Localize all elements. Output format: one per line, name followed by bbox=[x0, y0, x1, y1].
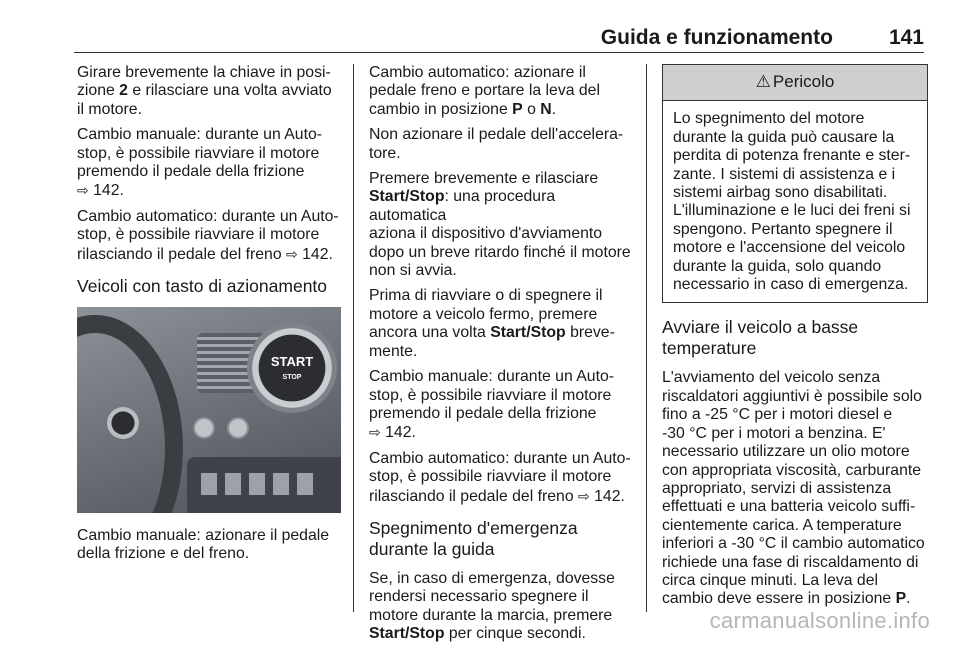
paragraph: Cambio automatico: durante un Auto- stop, è possibile riavviare il motore rilasciando il pedale del freno ⇨ 142. bbox=[77, 207, 339, 263]
warning-line: zante. I sistemi di assistenza e i bbox=[673, 165, 896, 183]
section-title: Guida e funzionamento bbox=[600, 26, 833, 49]
warning-line: perdita di potenza frenante e ster- bbox=[673, 147, 911, 165]
page-ref-link[interactable]: 142. bbox=[594, 487, 625, 505]
warning-line: durante la guida, solo quando bbox=[673, 257, 882, 275]
text-line: cambio deve essere in posizione bbox=[662, 590, 896, 608]
warning-line: Lo spegnimento del motore bbox=[673, 110, 865, 128]
paragraph: Girare brevemente la chiave in posi- zione 2 e rilasciare una volta avviato il motore. bbox=[77, 64, 332, 118]
column-right bbox=[662, 64, 928, 616]
text-line: -30 °C per i motori a benzina. E' bbox=[662, 424, 886, 442]
page-ref-arrow-icon: ⇨ bbox=[578, 487, 590, 504]
page-ref-arrow-icon: ⇨ bbox=[77, 182, 89, 199]
column-middle bbox=[369, 64, 635, 651]
text-line: con appropriata viscosità, carburante bbox=[662, 461, 922, 479]
warning-text bbox=[663, 101, 927, 302]
text-line: necessario utilizzare un olio motore bbox=[662, 443, 910, 461]
page-ref-link[interactable]: 142. bbox=[302, 245, 333, 263]
column-divider bbox=[353, 64, 354, 612]
section-heading: Spegnimento d'emergenza durante la guida bbox=[369, 517, 578, 559]
section-heading: Veicoli con tasto di azionamento bbox=[77, 276, 328, 297]
text-line: richiede una fase di riscaldamento di bbox=[662, 553, 919, 571]
page-header bbox=[601, 26, 924, 50]
image-caption: Cambio manuale: azionare il pedale della frizione e del freno. bbox=[77, 527, 330, 563]
warning-line: L'illuminazione e le luci dei freni si bbox=[673, 202, 911, 220]
warning-triangle-icon: ⚠ bbox=[755, 72, 771, 91]
paragraph: Cambio automatico: durante un Auto- stop, è possibile riavviare il motore rilasciando il pedale del freno ⇨ 142. bbox=[369, 449, 631, 505]
warning-line: necessario in caso di emergenza. bbox=[673, 276, 909, 294]
page-number: 141 bbox=[888, 26, 924, 49]
text-line: inferiori a -30 °C il cambio automatico bbox=[662, 535, 925, 553]
dash-button bbox=[227, 417, 249, 439]
warning-title: Pericolo bbox=[772, 72, 835, 91]
key-slot bbox=[107, 407, 139, 439]
start-stop-button: START STOP bbox=[247, 323, 337, 413]
page-ref-link[interactable]: 142. bbox=[93, 182, 124, 200]
paragraph: Cambio manuale: durante un Auto- stop, è possibile riavviare il motore premendo il pedale della frizione ⇨ 142. bbox=[369, 368, 615, 442]
paragraph: Se, in caso di emergenza, dovesse rendersi necessario spegnere il motore durante la marcia, premere Start/Stop per cinque secondi. bbox=[369, 569, 615, 643]
bold-term: P bbox=[895, 590, 907, 608]
text-line: appropriato, servizi di assistenza bbox=[662, 479, 892, 497]
text-line: effettuati e una batteria veicolo suffi- bbox=[662, 498, 916, 516]
page-ref-arrow-icon: ⇨ bbox=[369, 424, 381, 441]
watermark: carmanualsonline.info bbox=[709, 608, 930, 633]
text-line: circa cinque minuti. La leva del bbox=[662, 571, 879, 589]
header-rule bbox=[74, 52, 924, 53]
warning-box bbox=[662, 64, 928, 303]
section-heading: Avviare il veicolo a basse temperature bbox=[662, 317, 859, 359]
text-line: . bbox=[906, 590, 911, 608]
column-left bbox=[77, 64, 343, 571]
warning-line: spengono. Pertanto spegnere il bbox=[673, 220, 893, 238]
paragraph: Premere brevemente e rilasciare Start/Stop: una procedura automatica aziona il dispositivo d'avviamento dopo un breve ritardo finché il motore non si avvia. bbox=[369, 170, 631, 280]
warning-line: motore e l'accensione del veicolo bbox=[673, 239, 906, 257]
column-divider bbox=[646, 64, 647, 612]
warning-line: durante la guida può causare la bbox=[673, 128, 895, 146]
paragraph: Prima di riavviare o di spegnere il motore a veicolo fermo, premere ancora una volta Start/Stop breve- mente. bbox=[369, 287, 615, 360]
paragraph bbox=[662, 369, 928, 608]
text-line: riscaldatori aggiuntivi è possibile solo bbox=[662, 387, 922, 405]
dash-button bbox=[193, 417, 215, 439]
warning-line: sistemi airbag sono disabilitati. bbox=[673, 184, 888, 202]
page-ref-arrow-icon: ⇨ bbox=[286, 245, 298, 262]
text-line: cientemente carica. A temperature bbox=[662, 516, 902, 534]
paragraph: Non azionare il pedale dell'accelera- tore. bbox=[369, 126, 624, 162]
paragraph: Cambio automatico: azionare il pedale freno e portare la leva del cambio in posizione P o N. bbox=[369, 64, 600, 118]
warning-header bbox=[663, 65, 927, 101]
start-button-photo bbox=[77, 307, 341, 513]
paragraph: Cambio manuale: durante un Auto- stop, è possibile riavviare il motore premendo il pedale della frizione ⇨ 142. bbox=[77, 126, 323, 200]
text-line: fino a -25 °C per i motori diesel e bbox=[662, 406, 893, 424]
text-line: L'avviamento del veicolo senza bbox=[662, 369, 881, 387]
page-ref-link[interactable]: 142. bbox=[385, 424, 416, 442]
console-panel bbox=[187, 457, 341, 513]
